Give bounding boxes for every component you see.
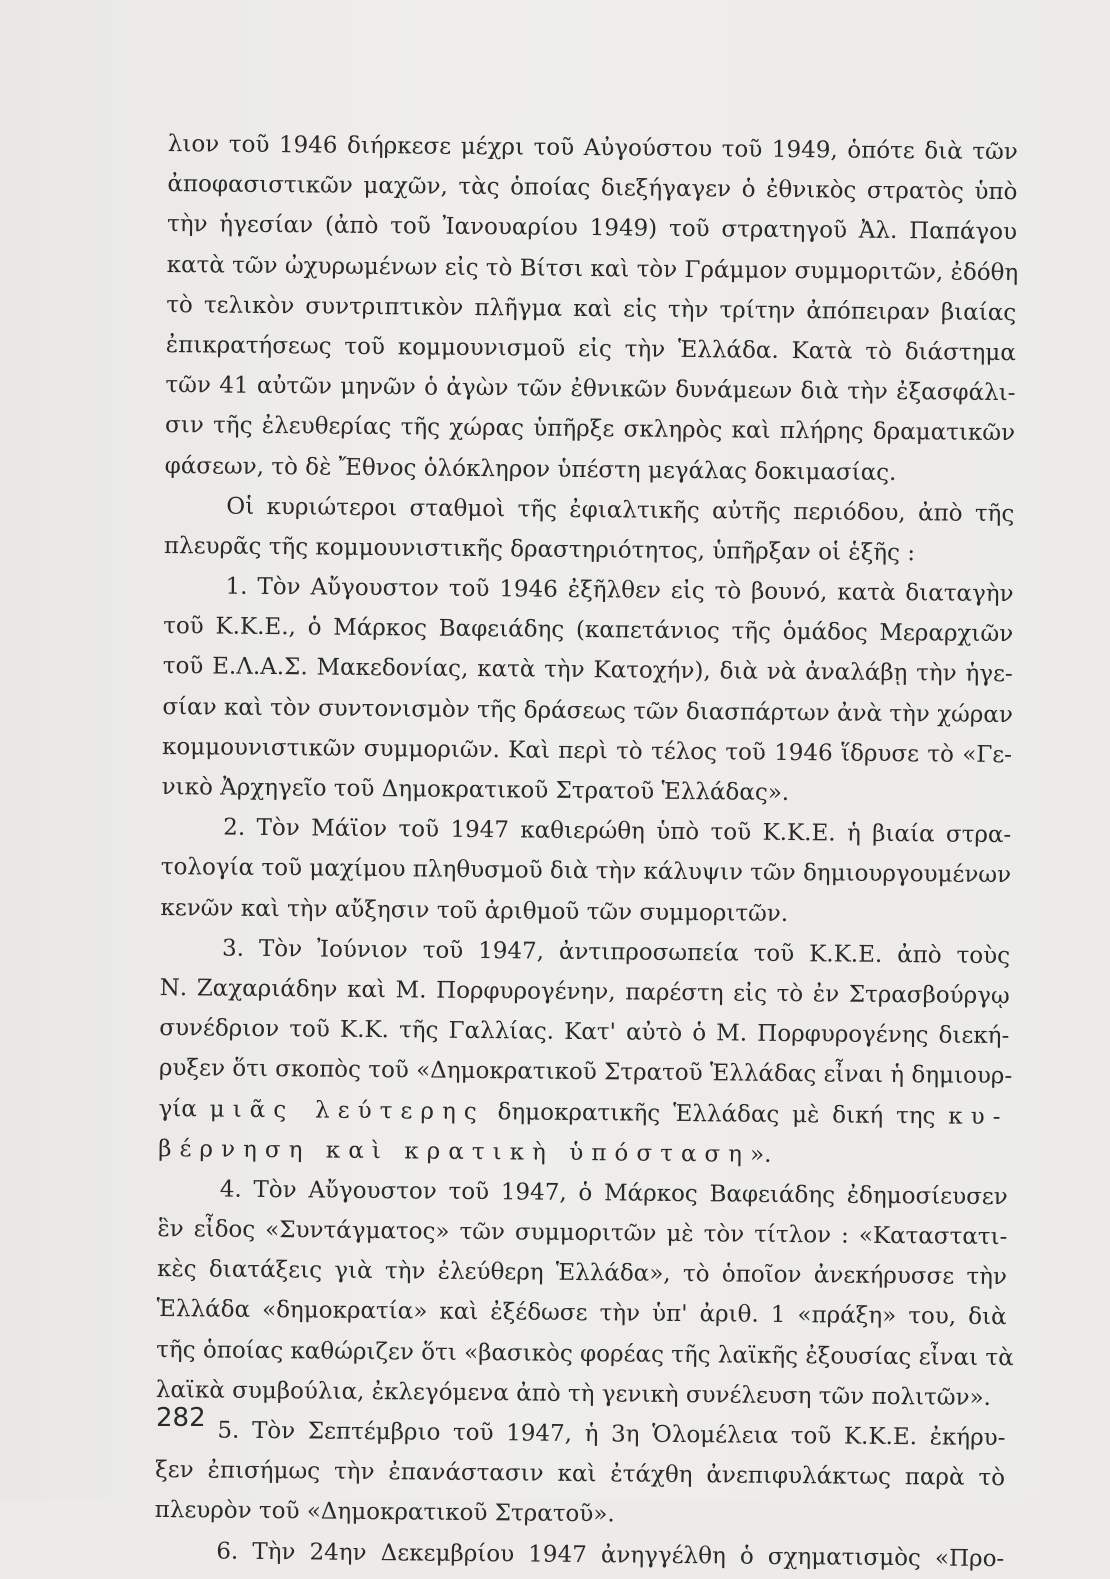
text-line: συνέδριον τοῦ Κ.Κ. τῆς Γαλλίας. Κατ' αὐτὸ ὁ Μ. Πορφυρογένης διεκή- bbox=[159, 1015, 1010, 1050]
text-line: σίαν καὶ τὸν συντονισμὸν τῆς δράσεως τῶν διασπάρτων ἀνὰ τὴν χώραν bbox=[162, 693, 1014, 728]
text-line: τὴν ἡγεσίαν (ἀπὸ τοῦ Ἰανουαρίου 1949) τοῦ στρατηγοῦ Ἀλ. Παπάγου bbox=[166, 211, 1018, 246]
text-line: Ν. Ζαχαριάδην καὶ Μ. Πορφυρογένην, παρέστη εἰς τὸ ἐν Στρασβούργῳ bbox=[159, 974, 1010, 1010]
text-line: σιν τῆς ἐλευθερίας τῆς χώρας ὑπῆρξε σκληρὸς καὶ πλήρης δραματικῶν bbox=[164, 412, 1016, 447]
spaced-emphasis: βέρνηση καὶ κρατικὴ ὑπόσταση bbox=[158, 1135, 751, 1168]
spaced-emphasis: μιᾶς λεύτερης bbox=[209, 1095, 485, 1125]
list-item-5-start: 5. Τὸν Σεπτέμβριο τοῦ 1947, ἡ 3η Ὁλομέλεια τοῦ Κ.Κ.Ε. ἐκήρυ- bbox=[217, 1417, 1006, 1452]
text-line: τῶν 41 αὐτῶν μηνῶν ὁ ἀγὼν τῶν ἐθνικῶν δυνάμεων διὰ τὴν ἐξασφάλι- bbox=[165, 372, 1016, 407]
text-line: ξεν ἐπισήμως τὴν ἐπανάστασιν καὶ ἐτάχθη ἀνεπιφυλάκτως παρὰ τὸ bbox=[154, 1457, 1006, 1492]
text-line: πλευρὸν τοῦ «Δημοκρατικοῦ Στρατοῦ». bbox=[154, 1497, 615, 1528]
text-line: πλευρᾶς τῆς κομμουνιστικῆς δραστηριότητος, ὑπῆρξαν οἱ ἑξῆς : bbox=[163, 532, 916, 567]
line-suffix: ». bbox=[749, 1141, 772, 1168]
list-item-3-start: 3. Τὸν Ἰούνιον τοῦ 1947, ἀντιπροσωπεία τοῦ Κ.Κ.Ε. ἀπὸ τοὺς bbox=[221, 935, 1011, 969]
text-line: ἐπικρατήσεως τοῦ κομμουνισμοῦ εἰς τὴν Ἑλλάδα. Κατὰ τὸ διάστημα bbox=[165, 331, 1016, 367]
text-line: λιον τοῦ 1946 διήρκεσε μέχρι τοῦ Αὐγούστου τοῦ 1949, ὁπότε διὰ τῶν bbox=[167, 130, 1018, 166]
text-line: ἓν εἶδος «Συντάγματος» τῶν συμμοριτῶν μὲ τὸν τίτλον : «Καταστατι- bbox=[157, 1216, 1008, 1251]
text-line: φάσεων, τὸ δὲ Ἔθνος ὁλόκληρον ὑπέστη μεγάλας δοκιμασίας. bbox=[164, 452, 897, 486]
paragraph-start-line: Οἱ κυριώτεροι σταθμοὶ τῆς ἐφιαλτικῆς αὐτῆς περιόδου, ἀπὸ τῆς bbox=[226, 493, 1015, 527]
list-item-2-start: 2. Τὸν Μάϊον τοῦ 1947 καθιερώθη ὑπὸ τοῦ Κ.Κ.Ε. ἡ βιαία στρα- bbox=[223, 814, 1012, 849]
text-line: κομμουνιστικῶν συμμοριῶν. Καὶ περὶ τὸ τέλος τοῦ 1946 ἵδρυσε τὸ «Γε- bbox=[161, 733, 1013, 768]
text-line: κατὰ τῶν ὠχυρωμένων εἰς τὸ Βίτσι καὶ τὸν Γράμμον συμμοριτῶν, ἐδόθη bbox=[166, 251, 1019, 286]
body-text bbox=[154, 124, 1018, 1579]
text-line: τολογία τοῦ μαχίμου πληθυσμοῦ διὰ τὴν κάλυψιν τῶν δημιουργουμένων bbox=[160, 854, 1012, 889]
text-line: κὲς διατάξεις γιὰ τὴν ἐλεύθερη Ἑλλάδα», τὸ ὁποῖον ἀνεκήρυσσε τὴν bbox=[156, 1256, 1008, 1291]
spaced-emphasis: κυ- bbox=[948, 1103, 1009, 1130]
line-middle: δημοκρατικῆς Ἑλλάδας μὲ δική της bbox=[484, 1098, 949, 1130]
list-item-6-start: 6. Τὴν 24ην Δεκεμβρίου 1947 ἀνηγγέλθη ὁ σχηματισμὸς «Προ- bbox=[216, 1538, 1005, 1572]
list-item-1-start: 1. Τὸν Αὔγουστον τοῦ 1946 ἐξῆλθεν εἰς τὸ βουνό, κατὰ διαταγὴν bbox=[225, 573, 1014, 608]
text-line: τὸ τελικὸν συντριπτικὸν πλῆγμα καὶ εἰς τὴν τρίτην ἀπόπειραν βιαίας bbox=[166, 291, 1017, 326]
text-line: κενῶν καὶ τὴν αὔξησιν τοῦ ἀριθμοῦ τῶν συμμοριτῶν. bbox=[160, 894, 789, 927]
text-line: τοῦ Κ.Κ.Ε., ὁ Μάρκος Βαφειάδης (καπετάνιος τῆς ὁμάδος Μεραρχιῶν bbox=[163, 613, 1014, 648]
text-line: ἀποφασιστικῶν μαχῶν, τὰς ὁποίας διεξήγαγεν ὁ ἐθνικὸς στρατὸς ὑπὸ bbox=[167, 171, 1018, 206]
page-number: 282 bbox=[156, 1403, 206, 1433]
text-line: τῆς ὁποίας καθώριζεν ὅτι «βασικὸς φορέας τῆς λαϊκῆς ἐξουσίας εἶναι τὰ bbox=[156, 1336, 1014, 1371]
line-prefix: γία bbox=[158, 1095, 210, 1122]
text-line: Ἑλλάδα «δημοκρατία» καὶ ἐξέδωσε τὴν ὑπ' ἀριθ. 1 «πράξη» του, διὰ bbox=[156, 1296, 1007, 1331]
text-line: τοῦ Ε.Λ.Α.Σ. Μακεδονίας, κατὰ τὴν Κατοχήν), διὰ νὰ ἀναλάβῃ τὴν ἡγε- bbox=[162, 653, 1013, 688]
text-line: ρυξεν ὅτι σκοπὸς τοῦ «Δημοκρατικοῦ Στρατοῦ Ἑλλάδας εἶναι ἡ δημιουρ- bbox=[158, 1055, 1013, 1090]
list-item-4-start: 4. Τὸν Αὔγουστον τοῦ 1947, ὁ Μάρκος Βαφειάδης ἐδημοσίευσεν bbox=[219, 1176, 1008, 1210]
text-line: λαϊκὰ συμβούλια, ἐκλεγόμενα ἀπὸ τὴ γενικὴ συνέλευση τῶν πολιτῶν». bbox=[155, 1376, 992, 1411]
text-line: νικὸ Ἀρχηγεῖο τοῦ Δημοκρατικοῦ Στρατοῦ Ἑλλάδας». bbox=[161, 773, 790, 806]
